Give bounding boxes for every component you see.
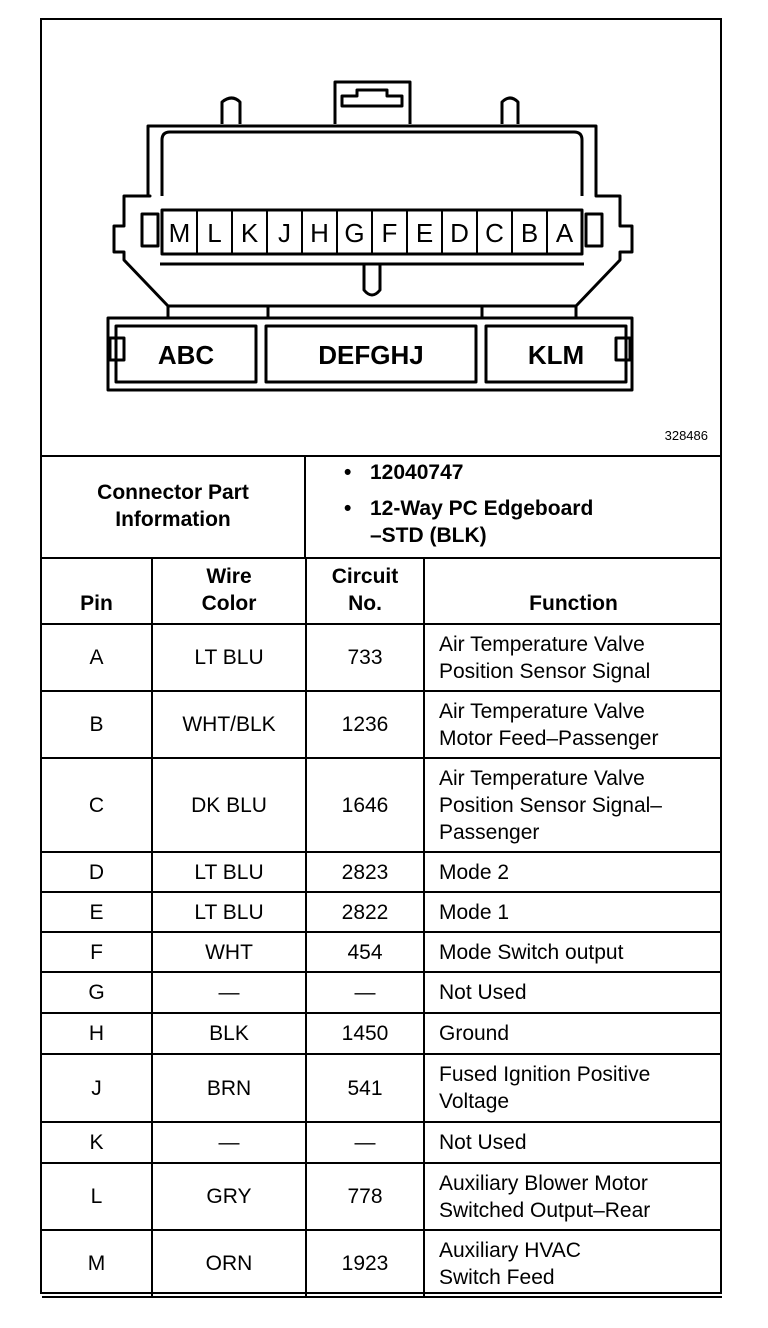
function-cell: Air Temperature Valve Position Sensor Signal [424,624,722,691]
connector-pin-label: D [450,218,469,248]
pin-cell: K [42,1122,152,1163]
center-key [364,264,380,295]
table-row [42,1163,722,1230]
wire-color-cell: ORN [152,1230,306,1297]
pin-cell: E [42,892,152,932]
connector-pin-label: E [415,218,434,248]
connector-type-item [346,495,593,549]
connector-pin-label: G [344,218,365,248]
wire-color-cell: BRN [152,1054,306,1122]
pin-cell: G [42,972,152,1013]
function-cell: Mode 1 [424,892,722,932]
table-row [42,691,722,758]
connector-pin-label: F [381,218,398,248]
pin-group-label: DEFGHJ [318,340,424,370]
circuit-cell: — [306,1122,424,1163]
right-ear [502,98,518,124]
connector-diagram [42,20,722,457]
right-tab [616,338,630,360]
connector-part-information [42,455,722,559]
circuit-cell: 454 [306,932,424,972]
connector-pin-label: A [555,218,574,248]
wire-color-cell: WHT [152,932,306,972]
function-cell: Air Temperature Valve Motor Feed–Passenger [424,691,722,758]
connector-document [40,18,722,1294]
connector-pin-label: K [240,218,259,248]
pin-group-label: ABC [157,340,215,370]
function-cell: Mode 2 [424,852,722,892]
pin-cell: D [42,852,152,892]
wire-color-cell: GRY [152,1163,306,1230]
figure-id: 328486 [664,428,708,443]
connector-drawing [42,20,722,455]
left-ear [222,98,240,124]
circuit-cell: 1646 [306,758,424,852]
connector-neck [168,306,576,318]
wire-color-cell: LT BLU [152,852,306,892]
connector-pin-label: M [168,218,191,248]
left-lock [142,214,158,246]
header-pin: Pin [42,557,152,624]
function-cell: Not Used [424,1122,722,1163]
circuit-cell: 733 [306,624,424,691]
table-row [42,758,722,852]
table-row [42,1054,722,1122]
circuit-cell: 2822 [306,892,424,932]
wire-color-cell: LT BLU [152,892,306,932]
circuit-cell: — [306,972,424,1013]
connector-pin-label: J [278,218,291,248]
function-cell: Not Used [424,972,722,1013]
pin-function-table [42,557,722,1298]
function-cell: Air Temperature Valve Position Sensor Signal– Passenger [424,758,722,852]
table-header-row [42,557,722,624]
right-lock [586,214,602,246]
pin-group-label: KLM [527,340,585,370]
pin-cell: A [42,624,152,691]
table-row [42,972,722,1013]
part-number-item [346,459,463,486]
pin-cell: C [42,758,152,852]
wire-color-cell: — [152,972,306,1013]
latch-slot [342,90,402,106]
circuit-cell: 1923 [306,1230,424,1297]
pin-cell: F [42,932,152,972]
wire-color-cell: WHT/BLK [152,691,306,758]
pin-cell: J [42,1054,152,1122]
connector-pin-label: L [207,218,222,248]
part-info-list [306,455,716,557]
part-number: 12040747 [370,461,464,484]
connector-cavity [162,132,582,196]
connector-pin-label: B [520,218,539,248]
table-row [42,1122,722,1163]
header-wire-color: Wire Color [152,557,306,624]
connector-type: 12-Way PC Edgeboard –STD (BLK) [370,497,594,547]
connector-pin-label: H [310,218,329,248]
function-cell: Auxiliary Blower Motor Switched Output–Rear [424,1163,722,1230]
connector-pin-label: C [485,218,504,248]
circuit-cell: 1236 [306,691,424,758]
circuit-cell: 541 [306,1054,424,1122]
circuit-cell: 1450 [306,1013,424,1054]
top-latch [335,82,410,124]
table-row [42,624,722,691]
wire-color-cell: DK BLU [152,758,306,852]
circuit-cell: 2823 [306,852,424,892]
pin-cell: L [42,1163,152,1230]
circuit-cell: 778 [306,1163,424,1230]
pin-cell: M [42,1230,152,1297]
table-row [42,1013,722,1054]
header-circuit-no: Circuit No. [306,557,424,624]
wire-color-cell: — [152,1122,306,1163]
header-function: Function [424,557,722,624]
table-row [42,892,722,932]
pin-cell: B [42,691,152,758]
function-cell: Mode Switch output [424,932,722,972]
function-cell: Ground [424,1013,722,1054]
bullet-icon: • [344,461,352,484]
wire-color-cell: LT BLU [152,624,306,691]
pin-cell: H [42,1013,152,1054]
part-info-label-text: Connector Part Information [97,481,249,531]
part-info-label [42,455,306,557]
function-cell: Fused Ignition Positive Voltage [424,1054,722,1122]
wire-color-cell: BLK [152,1013,306,1054]
bullet-icon: • [344,497,352,520]
table-row [42,852,722,892]
function-cell: Auxiliary HVAC Switch Feed [424,1230,722,1297]
table-row [42,1230,722,1297]
table-row [42,932,722,972]
